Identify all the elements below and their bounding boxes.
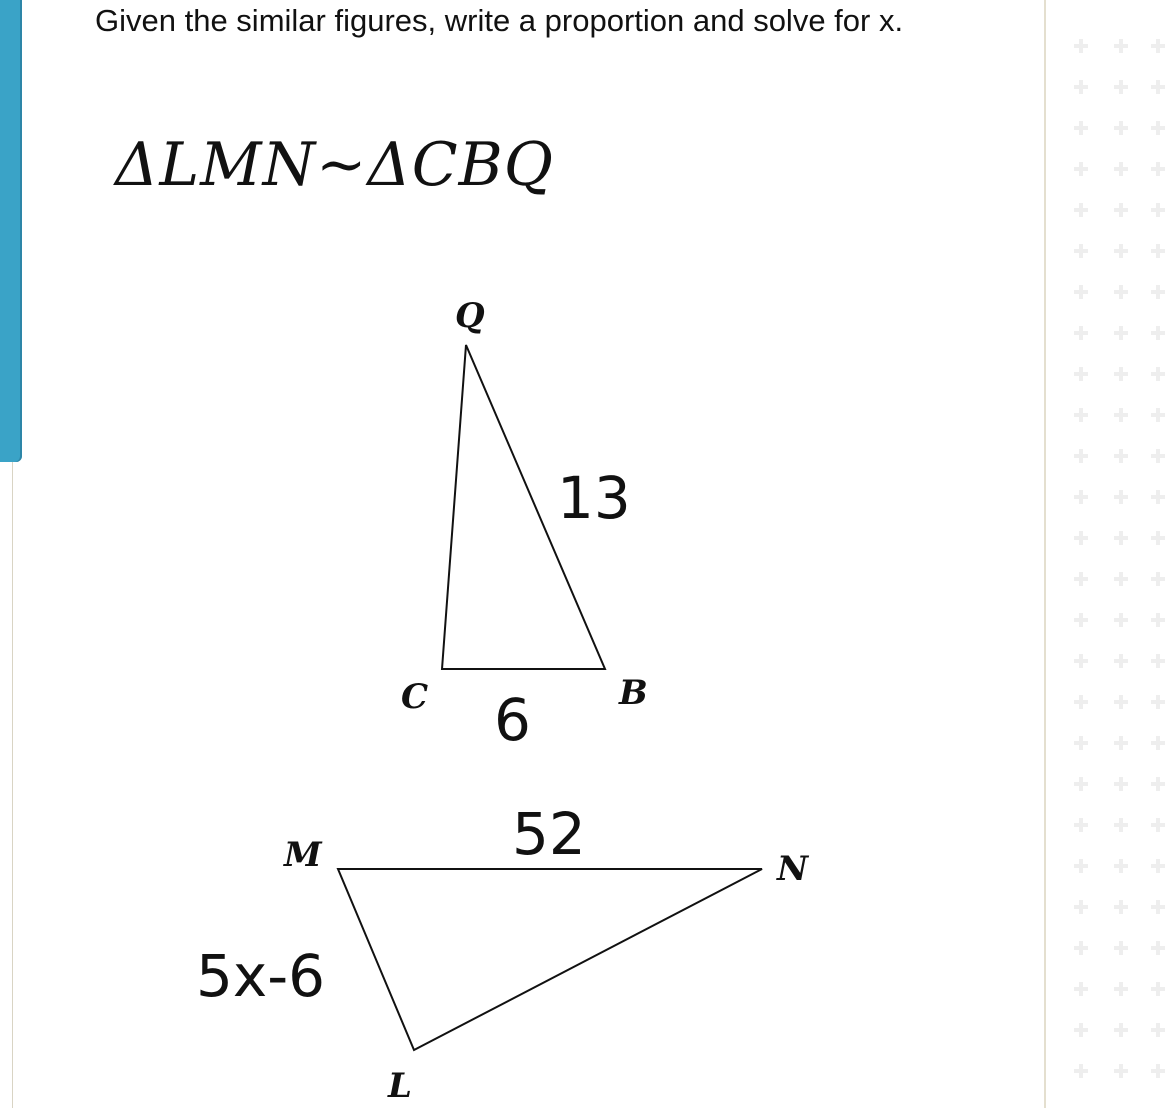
plus-mark (1114, 490, 1128, 504)
plus-mark (1114, 900, 1128, 914)
plus-mark (1151, 121, 1165, 135)
plus-mark (1151, 80, 1165, 94)
dotted-background-panel (1046, 0, 1166, 1108)
plus-mark (1151, 572, 1165, 586)
plus-mark (1074, 654, 1088, 668)
plus-mark (1151, 613, 1165, 627)
vertex-label-b: B (619, 673, 648, 713)
plus-mark (1151, 777, 1165, 791)
triangle-lmn (338, 869, 762, 1050)
vertex-label-n: N (777, 849, 809, 889)
plus-mark (1114, 39, 1128, 53)
side-length-mn: 52 (512, 800, 586, 868)
plus-mark (1151, 941, 1165, 955)
plus-mark (1151, 39, 1165, 53)
plus-mark (1151, 367, 1165, 381)
plus-mark (1074, 572, 1088, 586)
plus-mark (1151, 285, 1165, 299)
plus-mark (1114, 121, 1128, 135)
plus-mark (1151, 326, 1165, 340)
plus-mark (1074, 490, 1088, 504)
plus-mark (1151, 982, 1165, 996)
side-length-cb: 6 (494, 686, 531, 754)
plus-mark (1074, 203, 1088, 217)
plus-mark (1114, 736, 1128, 750)
plus-mark (1151, 1023, 1165, 1037)
plus-mark (1151, 818, 1165, 832)
vertex-label-c: C (401, 677, 429, 717)
plus-mark (1114, 531, 1128, 545)
plus-mark (1074, 1064, 1088, 1078)
plus-mark (1114, 859, 1128, 873)
plus-mark (1114, 1064, 1128, 1078)
plus-mark (1074, 285, 1088, 299)
plus-mark (1114, 613, 1128, 627)
plus-mark (1074, 900, 1088, 914)
plus-mark (1151, 449, 1165, 463)
plus-mark (1114, 367, 1128, 381)
plus-mark (1114, 695, 1128, 709)
plus-mark (1114, 1023, 1128, 1037)
plus-mark (1151, 900, 1165, 914)
plus-mark (1074, 80, 1088, 94)
side-length-ml: 5x-6 (196, 942, 326, 1010)
vertex-label-l: L (388, 1066, 412, 1106)
plus-mark (1151, 1064, 1165, 1078)
plus-mark (1074, 613, 1088, 627)
plus-mark (1074, 859, 1088, 873)
plus-mark (1074, 736, 1088, 750)
plus-mark (1151, 695, 1165, 709)
plus-pattern (1046, 0, 1166, 1108)
plus-mark (1114, 285, 1128, 299)
plus-mark (1114, 941, 1128, 955)
plus-mark (1114, 449, 1128, 463)
plus-mark (1114, 162, 1128, 176)
plus-mark (1151, 162, 1165, 176)
plus-mark (1114, 80, 1128, 94)
plus-mark (1074, 326, 1088, 340)
plus-mark (1151, 859, 1165, 873)
side-length-qb: 13 (557, 464, 631, 532)
plus-mark (1114, 818, 1128, 832)
plus-mark (1074, 982, 1088, 996)
plus-mark (1114, 572, 1128, 586)
plus-mark (1114, 244, 1128, 258)
plus-mark (1151, 736, 1165, 750)
plus-mark (1114, 408, 1128, 422)
plus-mark (1151, 244, 1165, 258)
plus-mark (1074, 408, 1088, 422)
plus-mark (1074, 818, 1088, 832)
vertex-label-q: Q (455, 296, 485, 336)
plus-mark (1151, 408, 1165, 422)
plus-mark (1114, 777, 1128, 791)
plus-mark (1074, 695, 1088, 709)
plus-mark (1074, 39, 1088, 53)
plus-mark (1151, 203, 1165, 217)
plus-mark (1151, 490, 1165, 504)
plus-mark (1114, 203, 1128, 217)
similarity-statement: ΔLMN~ΔCBQ (115, 130, 554, 200)
plus-mark (1151, 531, 1165, 545)
plus-mark (1074, 162, 1088, 176)
plus-mark (1114, 654, 1128, 668)
plus-mark (1074, 777, 1088, 791)
vertex-label-m: M (284, 835, 322, 875)
plus-mark (1074, 449, 1088, 463)
plus-mark (1074, 531, 1088, 545)
plus-mark (1114, 326, 1128, 340)
plus-mark (1151, 654, 1165, 668)
plus-mark (1074, 1023, 1088, 1037)
question-prompt: Given the similar figures, write a proportion and solve for x. (95, 3, 904, 38)
plus-mark (1074, 941, 1088, 955)
plus-mark (1114, 982, 1128, 996)
plus-mark (1074, 244, 1088, 258)
plus-mark (1074, 121, 1088, 135)
plus-mark (1074, 367, 1088, 381)
